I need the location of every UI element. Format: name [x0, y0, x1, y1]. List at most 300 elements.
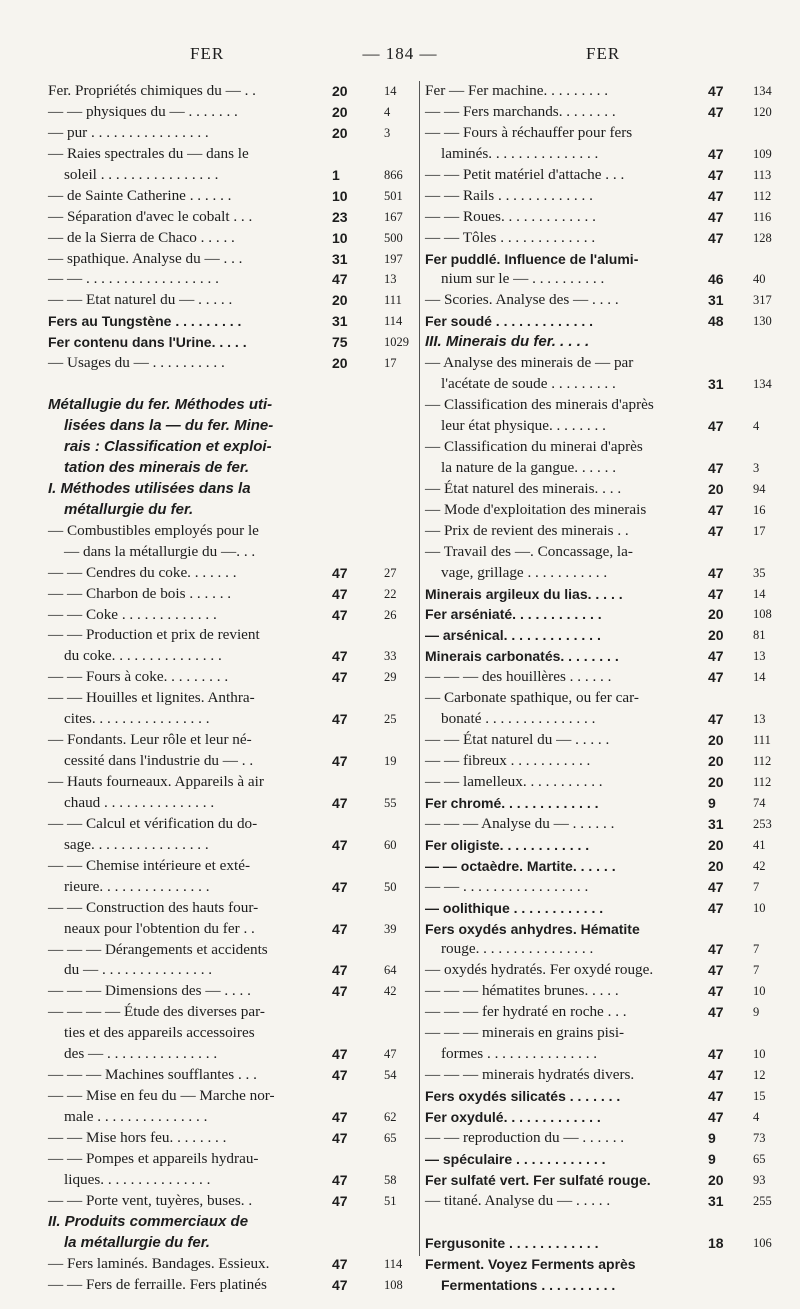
page-reference: 27 [384, 565, 397, 580]
page-reference: 501 [384, 188, 403, 203]
volume-number: 18 [708, 1234, 724, 1251]
page-reference: 65 [753, 1151, 766, 1166]
index-entry [48, 751, 413, 772]
entry-text: — — — Dérangements et accidents [48, 940, 268, 958]
volume-number: 47 [332, 836, 348, 853]
index-entry [425, 772, 770, 793]
entry-text: — oxydés hydratés. Fer oxydé rouge. [425, 961, 654, 979]
right-column [425, 81, 770, 1295]
index-entry [425, 667, 770, 688]
entry-text: — Fers laminés. Bandages. Essieux. [48, 1254, 270, 1272]
entry-text: — — — Analyse du — . . . . . . [425, 814, 615, 832]
volume-number: 47 [708, 229, 724, 246]
volume-number: 47 [332, 1192, 348, 1209]
index-entry [48, 500, 413, 521]
entry-text: III. Minerais du fer. . . . . [425, 333, 590, 351]
entry-text: — — — minerais hydratés divers. [425, 1066, 635, 1084]
volume-number: 47 [332, 1171, 348, 1188]
index-entry [425, 165, 770, 186]
page-reference: 9 [753, 1005, 760, 1020]
page-reference: 866 [384, 167, 403, 182]
entry-text: — arsénical. . . . . . . . . . . . . [425, 627, 601, 644]
volume-number: 20 [332, 292, 348, 309]
entry-text: — oolithique . . . . . . . . . . . . [425, 899, 604, 916]
volume-number: 47 [708, 941, 724, 958]
volume-number: 47 [332, 648, 348, 665]
index-entry [425, 269, 770, 290]
page-reference: 114 [384, 1256, 403, 1271]
entry-text: Métallugie du fer. Méthodes uti- [48, 396, 273, 414]
volume-number: 20 [708, 753, 724, 769]
entry-text: sage. . . . . . . . . . . . . . . . [64, 835, 209, 853]
entry-text: — — Charbon de bois . . . . . . [48, 584, 232, 602]
entry-text: — Hauts fourneaux. Appareils à air [48, 773, 264, 790]
entry-text: — État naturel des minerais. . . . [425, 479, 622, 497]
page-reference: 111 [384, 293, 402, 308]
entry-text: — — Construction des hauts four- [48, 898, 259, 916]
index-entry [425, 688, 770, 709]
index-entry [425, 793, 770, 814]
index-entry [48, 1149, 413, 1170]
entry-text: — — Calcul et vérification du do- [48, 814, 258, 832]
entry-text: Fer. Propriétés chimiques du — . . [48, 82, 256, 99]
volume-number: 75 [332, 334, 348, 351]
index-entry [425, 458, 770, 479]
index-entry [425, 877, 770, 898]
page-reference: 12 [753, 1068, 766, 1083]
entry-text: Fers oxydés anhydres. Hématite [425, 920, 640, 937]
page-reference: 54 [384, 1068, 397, 1083]
entry-text: rais : Classification et exploi- [64, 438, 272, 455]
index-entry [48, 1023, 413, 1044]
entry-text: la métallurgie du fer. [64, 1233, 210, 1251]
index-entry [48, 584, 413, 605]
entry-text: Fer sulfaté vert. Fer sulfaté rouge. [425, 1171, 651, 1188]
left-column [48, 81, 413, 1295]
entry-text: — Scories. Analyse des — . . . . [425, 291, 619, 309]
index-entry [425, 207, 770, 228]
index-entry [425, 709, 770, 730]
index-entry [425, 1086, 770, 1107]
volume-number: 47 [332, 1067, 348, 1084]
index-entry [425, 584, 770, 605]
entry-text: Fergusonite . . . . . . . . . . . . [425, 1234, 599, 1251]
entry-text: — — Coke . . . . . . . . . . . . . [48, 605, 217, 623]
entry-text: — — octaèdre. Martite. . . . . . [425, 857, 616, 874]
volume-number: 20 [708, 627, 724, 644]
index-entry [48, 1086, 413, 1107]
entry-text: — — Production et prix de revient [48, 626, 260, 644]
page-reference: 130 [753, 314, 772, 329]
entry-text: — Séparation d'avec le cobalt . . . [48, 207, 253, 225]
index-entry [48, 1212, 413, 1233]
page-reference: 33 [384, 649, 397, 664]
index-entry [425, 1002, 770, 1023]
volume-number: 47 [708, 1046, 724, 1063]
volume-number: 47 [708, 669, 724, 686]
index-entry [425, 416, 770, 437]
index-entry [48, 856, 413, 877]
page-reference: 64 [384, 963, 397, 978]
index-entry [425, 374, 770, 395]
page-reference: 50 [384, 879, 397, 894]
volume-number: 47 [708, 878, 724, 895]
page-reference: 19 [384, 754, 397, 769]
index-entry [425, 521, 770, 542]
entry-text: cessité dans l'industrie du — . . [64, 752, 254, 770]
page-reference: 108 [753, 607, 772, 622]
volume-number: 31 [708, 815, 724, 832]
volume-number: 47 [708, 1004, 724, 1021]
page-reference: 500 [384, 230, 403, 245]
entry-text: — Classification des minerais d'après [425, 396, 654, 414]
column-divider [419, 81, 420, 1256]
entry-text: vage, grillage . . . . . . . . . . . [441, 563, 608, 581]
entry-text: — — Houilles et lignites. Anthra- [48, 689, 255, 707]
page-reference: 10 [753, 984, 766, 999]
page-reference: 39 [384, 921, 397, 936]
page-reference: 13 [384, 272, 397, 287]
entry-text: Fer — Fer machine. . . . . . . . . [425, 82, 609, 99]
entry-text: nium sur le — . . . . . . . . . . [441, 270, 605, 288]
volume-number: 47 [332, 1255, 348, 1272]
index-entry [425, 81, 770, 102]
volume-number: 47 [332, 1046, 348, 1063]
entry-text: Fer arséniaté. . . . . . . . . . . . [425, 606, 602, 623]
volume-number: 47 [332, 878, 348, 895]
volume-number: 47 [332, 794, 348, 811]
index-entry [48, 793, 413, 814]
entry-text: — — Pompes et appareils hydrau- [48, 1149, 259, 1167]
page-reference: 317 [753, 293, 772, 308]
index-entry [425, 751, 770, 772]
page-reference: 29 [384, 670, 397, 685]
volume-number: 47 [708, 983, 724, 1000]
volume-number: 47 [332, 1109, 348, 1125]
entry-text: — — . . . . . . . . . . . . . . . . . [425, 877, 589, 895]
page-reference: 81 [753, 628, 766, 643]
index-entry [48, 1107, 413, 1128]
entry-text: bonaté . . . . . . . . . . . . . . . [441, 710, 596, 728]
index-entry [48, 479, 413, 500]
index-entry [425, 186, 770, 207]
volume-number: 20 [708, 606, 724, 623]
volume-number: 47 [708, 585, 724, 602]
page-reference: 51 [384, 1193, 397, 1208]
index-entry [48, 835, 413, 856]
volume-number: 47 [708, 711, 724, 728]
page-reference: 112 [753, 754, 772, 768]
page-reference: 114 [384, 314, 403, 329]
volume-number: 10 [332, 229, 348, 246]
index-entry [425, 437, 770, 458]
index-entry [425, 1149, 770, 1170]
volume-number: 47 [708, 501, 724, 518]
entry-text: — Usages du — . . . . . . . . . . [48, 354, 225, 372]
index-entry [48, 940, 413, 961]
index-entry [48, 186, 413, 207]
index-entry [48, 542, 413, 563]
entry-text: l'acétate de soude . . . . . . . . . [441, 375, 616, 393]
entry-text: Fer soudé . . . . . . . . . . . . . [425, 313, 594, 330]
page-reference: 167 [384, 209, 403, 224]
volume-number: 20 [708, 857, 724, 874]
index-entry [48, 1128, 413, 1149]
volume-number: 47 [332, 1276, 348, 1293]
page-reference: 22 [384, 586, 397, 601]
index-entry [48, 269, 413, 290]
index-entry [48, 625, 413, 646]
page-reference: 112 [753, 188, 772, 203]
page-reference: 14 [384, 84, 397, 98]
index-entry [48, 102, 413, 123]
entry-text: — dans la métallurgie du —. . . [64, 542, 256, 560]
index-entry [425, 835, 770, 856]
index-entry [48, 605, 413, 626]
index-entry [48, 814, 413, 835]
page-reference: 4 [753, 1109, 760, 1124]
index-entry [48, 1254, 413, 1275]
volume-number: 47 [332, 753, 348, 770]
page-reference: 42 [384, 984, 397, 999]
page-reference: 73 [753, 1130, 766, 1145]
entry-text: la nature de la gangue. . . . . . [441, 458, 617, 476]
page-reference: 7 [753, 963, 760, 978]
volume-number: 47 [332, 564, 348, 581]
entry-text: — — Porte vent, tuyères, buses. . [48, 1191, 253, 1209]
page-reference: 13 [753, 649, 766, 664]
volume-number: 47 [708, 418, 724, 434]
page-reference: 7 [753, 942, 760, 957]
index-entry [425, 856, 770, 877]
volume-number: 47 [708, 1108, 724, 1125]
entry-text: — — Etat naturel du — . . . . . [48, 291, 233, 309]
page-reference: 1029 [384, 335, 409, 350]
entry-text: II. Produits commerciaux de [48, 1212, 249, 1230]
index-entry [48, 353, 413, 374]
entry-text: — — lamelleux. . . . . . . . . . . [425, 772, 603, 790]
entry-text: — Mode d'exploitation des minerais [425, 500, 647, 518]
index-entry [425, 1233, 770, 1254]
entry-text: — de Sainte Catherine . . . . . . [48, 186, 232, 204]
index-entry [48, 228, 413, 249]
volume-number: 1 [332, 166, 340, 183]
index-entry [425, 102, 770, 123]
entry-text: — Travail des —. Concassage, la- [425, 542, 633, 560]
page-reference: 134 [753, 84, 772, 98]
index-entry [48, 249, 413, 270]
index-entry [425, 1275, 770, 1296]
index-entry [48, 123, 413, 144]
index-entry [425, 1170, 770, 1191]
volume-number: 47 [708, 564, 724, 581]
entry-text: Fer oxydulé. . . . . . . . . . . . . [425, 1108, 601, 1125]
entry-text: I. Méthodes utilisées dans la [48, 479, 251, 497]
index-entry [425, 646, 770, 667]
entry-text: ties et des appareils accessoires [64, 1024, 255, 1042]
index-entry [425, 981, 770, 1002]
volume-number: 20 [708, 773, 724, 790]
volume-number: 47 [708, 187, 724, 204]
header-left: FER [190, 44, 225, 63]
page-reference: 15 [753, 1089, 766, 1103]
entry-text: liques. . . . . . . . . . . . . . . [64, 1170, 211, 1188]
index-entry [425, 604, 770, 625]
entry-text: — — Rails . . . . . . . . . . . . . [425, 186, 593, 204]
index-entry [48, 772, 413, 793]
entry-text: — — reproduction du — . . . . . . [425, 1128, 625, 1146]
volume-number: 47 [708, 208, 724, 225]
volume-number: 20 [332, 124, 348, 141]
entry-text: tation des minerais de fer. [64, 458, 250, 476]
volume-number: 47 [332, 711, 348, 728]
index-entry [48, 1044, 413, 1065]
volume-number: 47 [708, 83, 724, 99]
index-entry [425, 290, 770, 311]
entry-text: — — — Dimensions des — . . . . [48, 982, 251, 1000]
volume-number: 47 [708, 166, 724, 183]
volume-number: 31 [708, 292, 724, 309]
index-entry [425, 625, 770, 646]
entry-text: — titané. Analyse du — . . . . . [425, 1191, 611, 1209]
volume-number: 47 [708, 648, 724, 665]
index-entry [425, 814, 770, 835]
page-reference: 93 [753, 1172, 766, 1187]
entry-text: — — — fer hydraté en roche . . . [425, 1003, 627, 1021]
entry-text: du coke. . . . . . . . . . . . . . . [64, 647, 222, 665]
entry-text: — pur . . . . . . . . . . . . . . . . [48, 123, 209, 141]
page-reference: 62 [384, 1110, 397, 1124]
running-header [0, 44, 800, 68]
entry-text: Ferment. Voyez Ferments après [425, 1255, 636, 1272]
index-entry [425, 311, 770, 332]
entry-text: cites. . . . . . . . . . . . . . . . [64, 710, 210, 728]
index-entry [48, 688, 413, 709]
index-entry [425, 479, 770, 500]
index-entry [48, 960, 413, 981]
entry-text: neaux pour l'obtention du fer . . [64, 919, 255, 937]
page-reference: 120 [753, 104, 772, 119]
index-entry [48, 709, 413, 730]
entry-text: — — — Machines soufflantes . . . [48, 1066, 257, 1084]
page-reference: 42 [753, 858, 766, 873]
index-entry [48, 1275, 413, 1296]
entry-text: Fers au Tungstène . . . . . . . . . [48, 313, 242, 330]
entry-text: Fermentations . . . . . . . . . . [441, 1276, 616, 1293]
entry-text: — spéculaire . . . . . . . . . . . . [425, 1150, 606, 1167]
index-entry [48, 1233, 413, 1254]
entry-text: — — — hématites brunes. . . . . [425, 982, 619, 1000]
page-reference: 4 [384, 104, 391, 119]
entry-text: — — Tôles . . . . . . . . . . . . . [425, 228, 596, 246]
entry-text: — Fondants. Leur rôle et leur né- [48, 731, 252, 749]
entry-text: — — Roues. . . . . . . . . . . . . [425, 207, 596, 225]
index-entry [425, 1191, 770, 1212]
index-entry [425, 353, 770, 374]
index-entry [425, 144, 770, 165]
page-reference: 108 [384, 1277, 403, 1292]
entry-text: — — Fers de ferraille. Fers platinés [48, 1275, 267, 1293]
page-reference: 94 [753, 481, 766, 496]
volume-number: 20 [332, 83, 348, 99]
entry-text: — — Mise hors feu. . . . . . . . [48, 1128, 227, 1146]
page-reference: 41 [753, 837, 766, 852]
index-entry [425, 228, 770, 249]
index-entry [48, 437, 413, 458]
index-entry [48, 458, 413, 479]
index-entry [425, 1065, 770, 1086]
page-reference: 10 [753, 900, 766, 915]
volume-number: 47 [332, 606, 348, 623]
entry-text: — — — — Étude des diverses par- [48, 1003, 265, 1021]
index-entry [425, 395, 770, 416]
index-entry [48, 667, 413, 688]
entry-text: soleil . . . . . . . . . . . . . . . . [64, 165, 219, 183]
page-reference: 74 [753, 795, 766, 810]
page-reference: 255 [753, 1193, 772, 1208]
volume-number: 9 [708, 1150, 716, 1167]
volume-number: 47 [708, 962, 724, 979]
entry-text: — Raies spectrales du — dans le [48, 144, 249, 162]
volume-number: 47 [708, 1067, 724, 1084]
entry-text: Minerais argileux du lias. . . . . [425, 585, 623, 602]
entry-text: — — Mise en feu du — Marche nor- [48, 1087, 275, 1105]
entry-text: — — Fours à réchauffer pour fers [425, 123, 633, 141]
entry-text: lisées dans la — du fer. Mine- [64, 417, 274, 435]
index-entry [48, 1002, 413, 1023]
page-reference: 40 [753, 272, 766, 287]
index-entry [425, 1128, 770, 1149]
index-entry [425, 563, 770, 584]
page-reference: 112 [753, 774, 772, 789]
index-entry [48, 730, 413, 751]
index-entry [48, 165, 413, 186]
volume-number: 20 [708, 836, 724, 853]
index-entry [48, 919, 413, 940]
index-entry [425, 1023, 770, 1044]
index-entry [48, 1191, 413, 1212]
entry-text: rieure. . . . . . . . . . . . . . . [64, 877, 210, 895]
index-entry [48, 332, 413, 353]
entry-text: Fer puddlé. Influence de l'alumi- [425, 250, 639, 267]
index-entry [425, 919, 770, 940]
entry-text: du — . . . . . . . . . . . . . . . [64, 961, 213, 979]
page-reference: 55 [384, 795, 397, 810]
entry-text: — Combustibles employés pour le [48, 521, 259, 539]
index-entry [48, 981, 413, 1002]
page-reference: 60 [384, 837, 397, 852]
volume-number: 20 [708, 1171, 724, 1188]
volume-number: 47 [708, 459, 724, 476]
entry-text: Fer chromé. . . . . . . . . . . . . [425, 794, 599, 811]
entry-text: — — . . . . . . . . . . . . . . . . . . [48, 270, 219, 288]
volume-number: 23 [332, 208, 348, 225]
page-reference: 16 [753, 502, 766, 517]
page-reference: 113 [753, 167, 772, 182]
volume-number: 9 [708, 794, 716, 811]
spacer [48, 374, 413, 395]
page-reference: 14 [753, 586, 766, 601]
page-reference: 134 [753, 377, 772, 392]
page-reference: 35 [753, 565, 766, 580]
entry-text: male . . . . . . . . . . . . . . . [64, 1108, 208, 1125]
index-entry [48, 207, 413, 228]
page-reference: 116 [753, 209, 772, 224]
page-reference: 13 [753, 712, 766, 727]
volume-number: 20 [708, 480, 724, 497]
page-reference: 10 [753, 1047, 766, 1062]
entry-text: — spathique. Analyse du — . . . [48, 249, 243, 267]
